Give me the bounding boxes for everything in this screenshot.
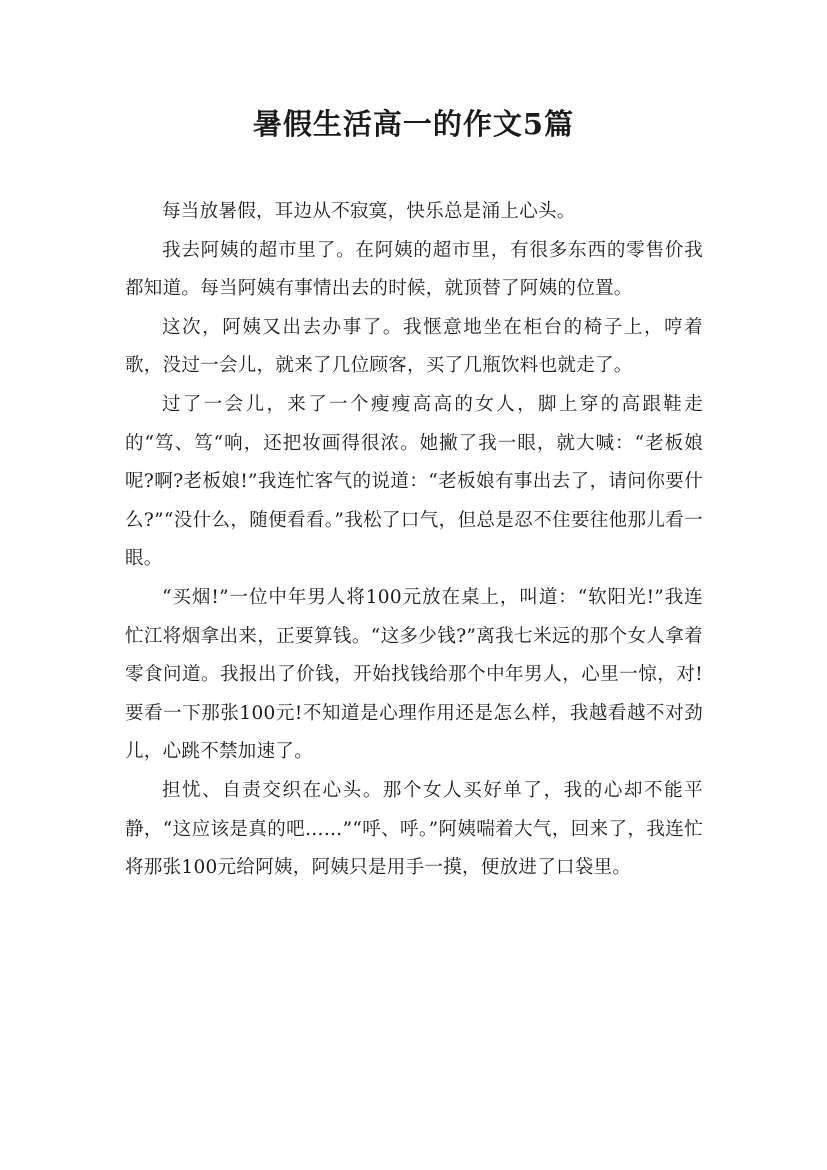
- document-title: 暑假生活高一的作文5篇: [252, 107, 575, 141]
- paragraph: 每当放暑假，耳边从不寂寞，快乐总是涌上心头。: [162, 201, 576, 222]
- paragraph: 担忧、自责交织在心头。那个女人买好单了，我的心却不能平静，“这应该是真的吧……”“呼、呼。”阿姨喘着大气，回来了，我连忙将那张100元给阿姨，阿姨只是用手一摸，便放进了口袋里。: [125, 779, 703, 879]
- paragraph: 我去阿姨的超市里了。在阿姨的超市里，有很多东西的零售价我都知道。每当阿姨有事情出去的时候，就顶替了阿姨的位置。: [125, 239, 703, 300]
- paragraph: 过了一会儿，来了一个瘦瘦高高的女人，脚上穿的高跟鞋走的“笃、笃“响，还把妆画得很浓。她撇了我一眼，就大喊：“老板娘呢?啊?老板娘!”我连忙客气的说道：“老板娘有事出去了，请问你要什么?”“没什么，随便看看。”我松了口气，但总是忍不住要往他那儿看一眼。: [125, 393, 703, 570]
- paragraph: “买烟!”一位中年男人将100元放在桌上，叫道：“软阳光!”我连忙江将烟拿出来，正要算钱。“这多少钱?”离我七米远的那个女人拿着零食问道。我报出了价钱，开始找钱给那个中年男人，心里一惊，对!要看一下那张100元!不知道是心理作用还是怎么样，我越看越不对劲儿，心跳不禁加速了。: [125, 586, 703, 763]
- document-body: [125, 193, 703, 888]
- paragraph: 这次，阿姨又出去办事了。我惬意地坐在柜台的椅子上，哼着歌，没过一会儿，就来了几位顾客，买了几瓶饮料也就走了。: [125, 316, 703, 377]
